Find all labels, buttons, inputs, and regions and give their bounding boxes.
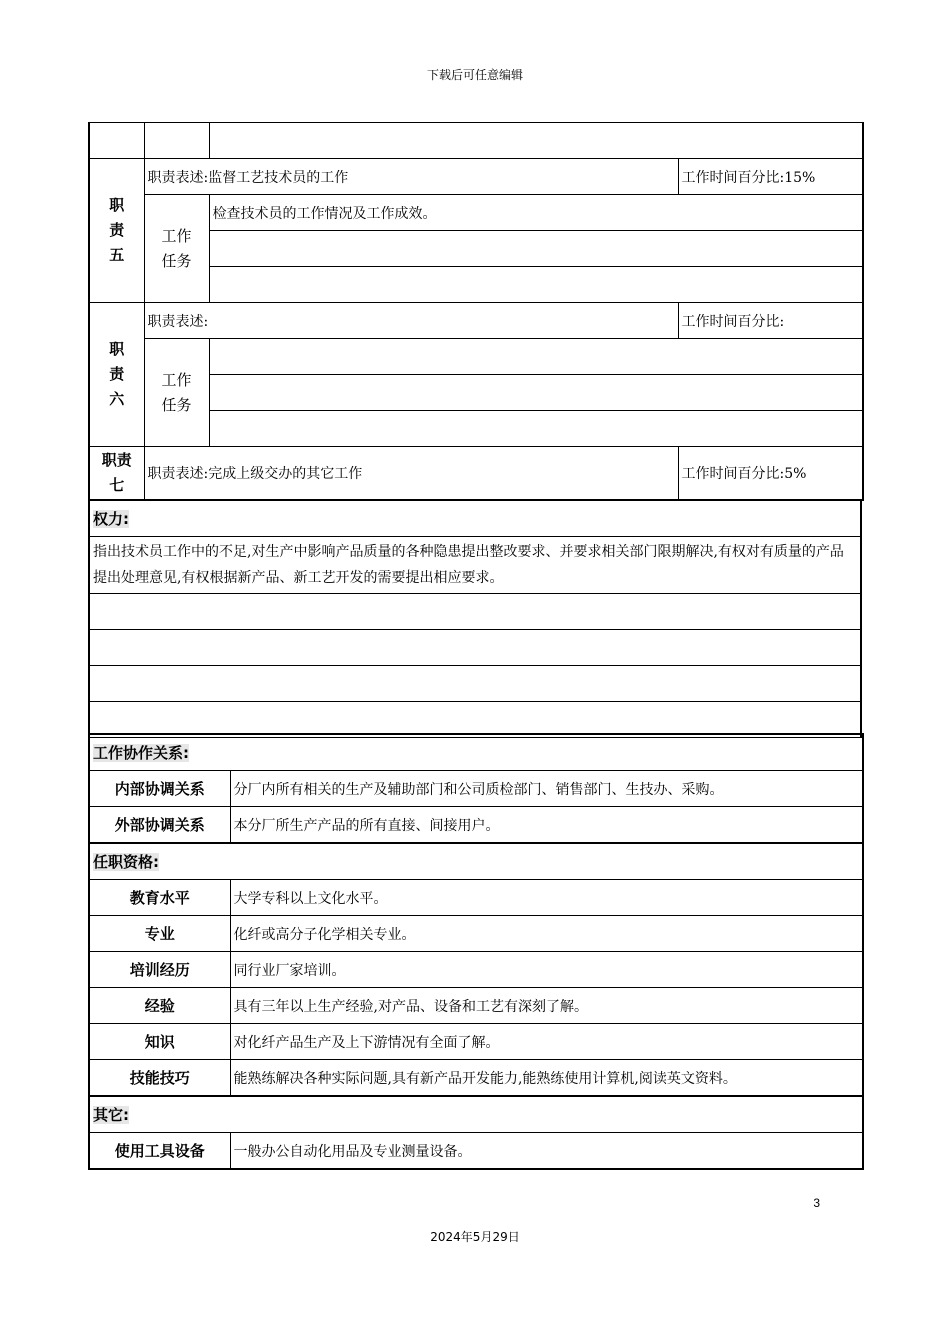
page-number: 3 [813,1196,820,1210]
duty6-description: 职责表述: [144,303,678,339]
cooperation-section [88,733,862,843]
duty5-task-1: 检查技术员的工作情况及工作成效。 [209,195,863,231]
duty6-percent: 工作时间百分比: [678,303,863,339]
tools-label: 使用工具设备 [89,1133,230,1170]
knowledge-label: 知识 [89,1024,230,1060]
experience-value: 具有三年以上生产经验,对产品、设备和工艺有深刻了解。 [230,988,863,1024]
duties-table [88,122,864,501]
authority-title: 权力: [89,501,861,537]
duty5-percent: 工作时间百分比:15% [678,159,863,195]
duty5-task-3 [209,267,863,303]
duty7-description: 职责表述:完成上级交办的其它工作 [144,447,678,500]
authority-blank-2 [89,630,861,666]
duty6-task-2 [209,375,863,411]
major-value: 化纤或高分子化学相关专业。 [230,916,863,952]
knowledge-value: 对化纤产品生产及上下游情况有全面了解。 [230,1024,863,1060]
page-date: 2024年5月29日 [430,1230,520,1244]
duty7-label: 职责 七 [89,447,144,500]
training-label: 培训经历 [89,952,230,988]
qualifications-title: 任职资格: [89,843,863,880]
duty6-task-1 [209,339,863,375]
duty6-task-3 [209,411,863,447]
duty6-task-label: 工作 任务 [144,339,209,447]
authority-section [88,500,862,738]
duty7-percent: 工作时间百分比:5% [678,447,863,500]
external-coordination-value: 本分厂所生产产品的所有直接、间接用户。 [230,807,863,843]
duty5-task-label: 工作 任务 [144,195,209,303]
external-coordination-label: 外部协调关系 [89,807,230,843]
duty6-label: 职 责 六 [89,303,144,447]
cooperation-title: 工作协作关系: [89,734,863,771]
duty5-description: 职责表述:监督工艺技术员的工作 [144,159,678,195]
duty5-label: 职 责 五 [89,159,144,303]
training-value: 同行业厂家培训。 [230,952,863,988]
internal-coordination-label: 内部协调关系 [89,771,230,807]
authority-blank-3 [89,666,861,702]
education-value: 大学专科以上文化水平。 [230,880,863,916]
blank-top-row [89,123,863,159]
duty5-task-2 [209,231,863,267]
major-label: 专业 [89,916,230,952]
skills-label: 技能技巧 [89,1060,230,1096]
other-section [88,1095,862,1170]
internal-coordination-value: 分厂内所有相关的生产及辅助部门和公司质检部门、销售部门、生技办、采购。 [230,771,863,807]
tools-value: 一般办公自动化用品及专业测量设备。 [230,1133,863,1170]
page-header: 下载后可任意编辑 [426,68,523,82]
authority-blank-1 [89,594,861,630]
skills-value: 能熟练解决各种实际问题,具有新产品开发能力,能熟练使用计算机,阅读英文资料。 [230,1060,863,1096]
qualifications-section [88,842,862,1096]
education-label: 教育水平 [89,880,230,916]
authority-text: 指出技术员工作中的不足,对生产中影响产品质量的各种隐患提出整改要求、并要求相关部门限期解决,有权对有质量的产品提出处理意见,有权根据新产品、新工艺开发的需要提出相应要求。 [89,537,861,594]
experience-label: 经验 [89,988,230,1024]
other-title: 其它: [89,1096,863,1133]
